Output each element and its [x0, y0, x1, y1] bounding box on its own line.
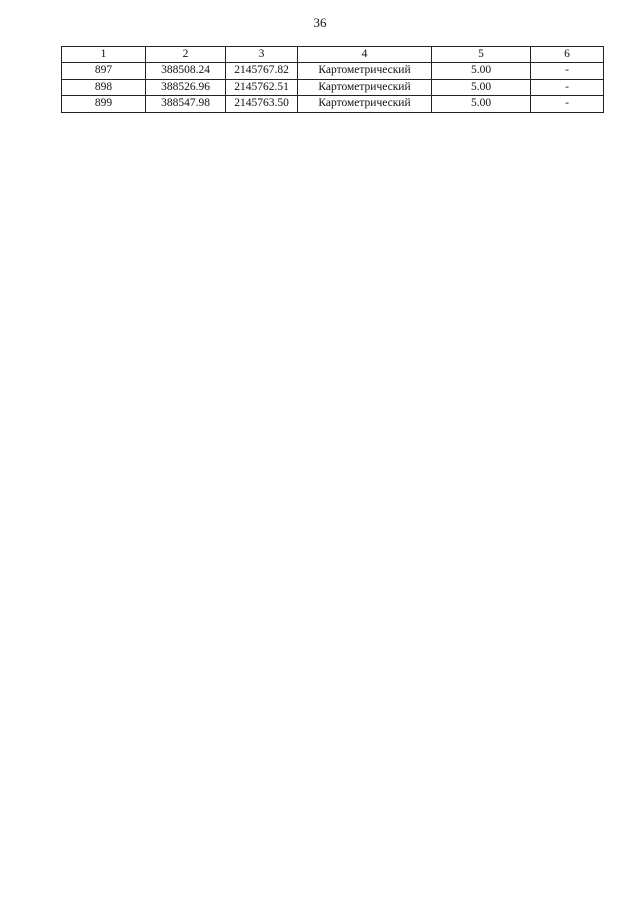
- coordinates-table: [61, 46, 604, 113]
- x-coordinate-cell: 388508.24: [146, 63, 226, 79]
- note-cell: -: [531, 79, 604, 95]
- y-coordinate-cell: 2145763.50: [226, 96, 298, 112]
- method-cell: Картометрический: [298, 96, 432, 112]
- table-row: [62, 79, 604, 95]
- table-header-row: [62, 47, 604, 63]
- column-header: 4: [298, 47, 432, 63]
- page-number: 36: [313, 15, 327, 30]
- table-row: [62, 96, 604, 112]
- column-header: 6: [531, 47, 604, 63]
- note-cell: -: [531, 96, 604, 112]
- x-coordinate-cell: 388547.98: [146, 96, 226, 112]
- x-coordinate-cell: 388526.96: [146, 79, 226, 95]
- column-header: 5: [432, 47, 531, 63]
- column-header: 1: [62, 47, 146, 63]
- note-cell: -: [531, 63, 604, 79]
- method-cell: Картометрический: [298, 79, 432, 95]
- point-number-cell: 897: [62, 63, 146, 79]
- accuracy-cell: 5.00: [432, 63, 531, 79]
- y-coordinate-cell: 2145762.51: [226, 79, 298, 95]
- y-coordinate-cell: 2145767.82: [226, 63, 298, 79]
- column-header: 3: [226, 47, 298, 63]
- method-cell: Картометрический: [298, 63, 432, 79]
- column-header: 2: [146, 47, 226, 63]
- accuracy-cell: 5.00: [432, 96, 531, 112]
- accuracy-cell: 5.00: [432, 79, 531, 95]
- table-row: [62, 63, 604, 79]
- table-body: [62, 63, 604, 112]
- point-number-cell: 899: [62, 96, 146, 112]
- point-number-cell: 898: [62, 79, 146, 95]
